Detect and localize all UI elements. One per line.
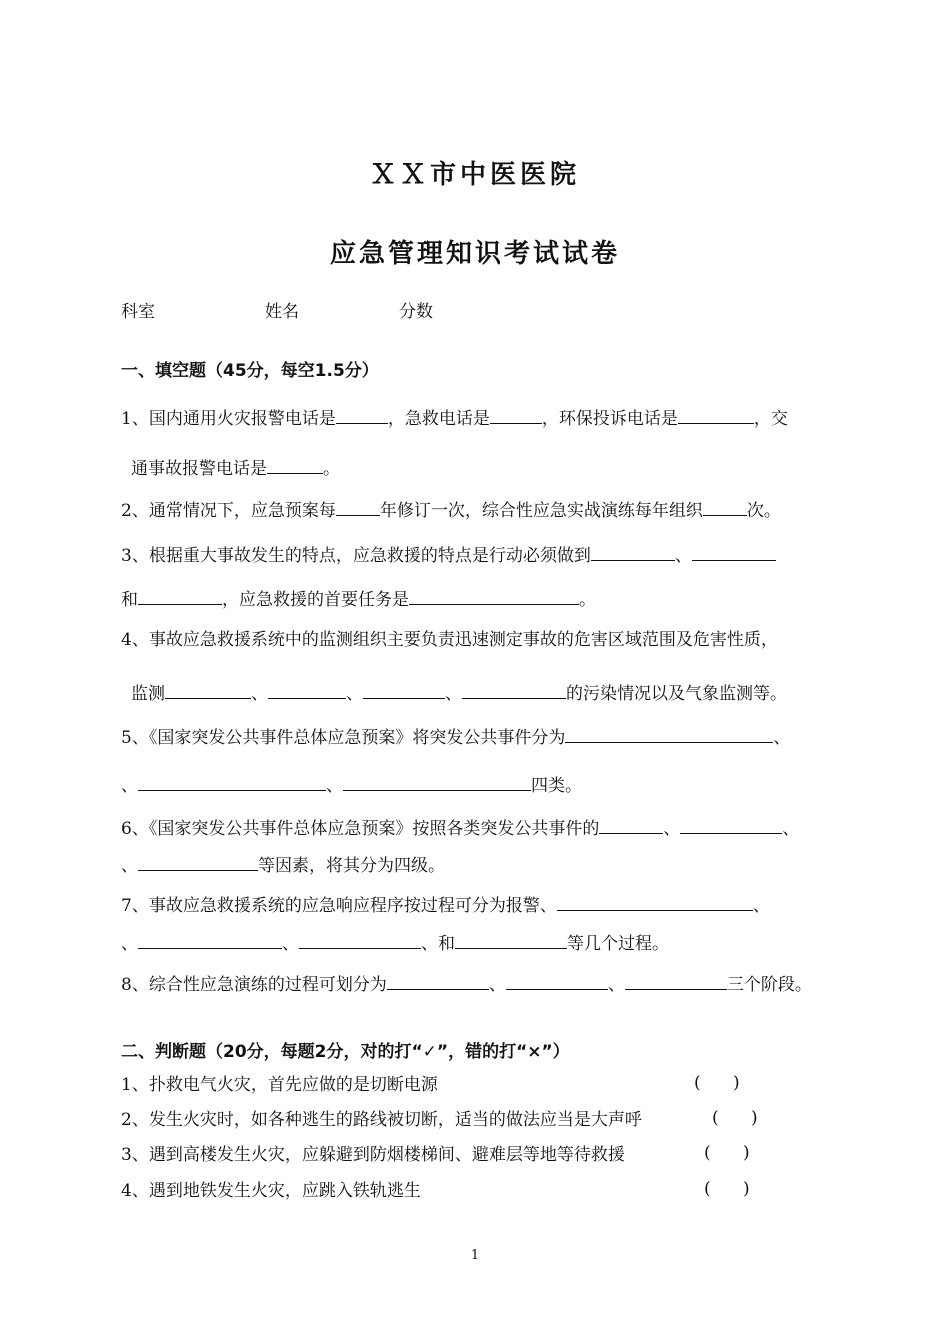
question-8: 8、综合性应急演练的过程可划分为 、 、 三个阶段。 bbox=[121, 971, 812, 997]
question-6-line1: 6、《国家突发公共事件总体应急预案》按照各类突发公共事件的 、 、 bbox=[121, 815, 799, 841]
question-3-line1: 3、根据重大事故发生的特点，应急救援的特点是行动必须做到 、 bbox=[121, 542, 776, 568]
answer-blank[interactable] bbox=[138, 772, 326, 791]
answer-blank[interactable] bbox=[363, 680, 445, 699]
question-7-line2: 、 、 、和 等几个过程。 bbox=[121, 930, 669, 956]
answer-blank[interactable] bbox=[268, 680, 346, 699]
question-1-line1: 1、国内通用火灾报警电话是 ，急救电话是 ，环保投诉电话是 ，交 bbox=[121, 405, 788, 431]
answer-blank[interactable] bbox=[678, 405, 754, 424]
exam-title: 应急管理知识考试试卷 bbox=[329, 239, 620, 269]
score-label: 分数 bbox=[399, 302, 433, 322]
answer-blank[interactable] bbox=[138, 586, 222, 605]
question-1-line2: 通事故报警电话是 。 bbox=[131, 455, 340, 481]
answer-parenthesis[interactable]: ( ) bbox=[694, 1073, 740, 1093]
answer-blank[interactable] bbox=[591, 542, 675, 561]
answer-blank[interactable] bbox=[490, 405, 542, 424]
answer-blank[interactable] bbox=[343, 772, 531, 791]
question-3-line2: 和 ，应急救援的首要任务是 。 bbox=[121, 586, 596, 612]
answer-blank[interactable] bbox=[565, 724, 773, 743]
page-number: 1 bbox=[470, 1248, 480, 1263]
answer-blank[interactable] bbox=[409, 586, 579, 605]
answer-blank[interactable] bbox=[387, 971, 489, 990]
name-label: 姓名 bbox=[265, 302, 299, 322]
judge-item-4: 4、遇到地铁发生火灾，应跳入铁轨逃生 bbox=[121, 1181, 421, 1201]
question-6-line2: 、 等因素，将其分为四级。 bbox=[121, 852, 445, 878]
answer-blank[interactable] bbox=[506, 971, 608, 990]
answer-blank[interactable] bbox=[599, 815, 663, 834]
judge-item-2: 2、发生火灾时，如各种逃生的路线被切断，适当的做法应当是大声呼 bbox=[121, 1110, 642, 1130]
hospital-name: ＸＸ市中医医院 bbox=[369, 160, 580, 190]
question-7-line1: 7、事故应急救援系统的应急响应程序按过程可分为报警、 、 bbox=[121, 892, 770, 918]
answer-parenthesis[interactable]: ( ) bbox=[712, 1108, 758, 1128]
answer-blank[interactable] bbox=[138, 930, 282, 949]
section1-heading: 一、填空题（45分，每空1.5分） bbox=[121, 361, 379, 381]
question-4-line2: 监测 、 、 、 的污染情况以及气象监测等。 bbox=[131, 680, 787, 706]
question-5-line1: 5、《国家突发公共事件总体应急预案》将突发公共事件分为 、 bbox=[121, 724, 790, 750]
answer-parenthesis[interactable]: ( ) bbox=[704, 1143, 750, 1163]
answer-blank[interactable] bbox=[462, 680, 566, 699]
judge-item-3: 3、遇到高楼发生火灾，应躲避到防烟楼梯间、避难层等地等待救援 bbox=[121, 1145, 625, 1165]
answer-blank[interactable] bbox=[336, 497, 380, 516]
question-4-line1: 4、事故应急救援系统中的监测组织主要负责迅速测定事故的危害区域范围及危害性质， bbox=[121, 630, 778, 650]
judge-item-1: 1、扑救电气火灾，首先应做的是切断电源 bbox=[121, 1075, 438, 1095]
department-label: 科室 bbox=[121, 302, 155, 322]
answer-blank[interactable] bbox=[336, 405, 388, 424]
answer-blank[interactable] bbox=[165, 680, 251, 699]
answer-blank[interactable] bbox=[299, 930, 421, 949]
exam-meta-row bbox=[121, 300, 433, 324]
answer-blank[interactable] bbox=[625, 971, 727, 990]
answer-blank[interactable] bbox=[138, 852, 258, 871]
section2-heading: 二、判断题（20分，每题2分，对的打“✓”，错的打“×”） bbox=[121, 1042, 570, 1062]
answer-blank[interactable] bbox=[557, 892, 753, 911]
question-5-line2: 、 、 四类。 bbox=[121, 772, 582, 798]
answer-blank[interactable] bbox=[703, 497, 747, 516]
answer-blank[interactable] bbox=[680, 815, 782, 834]
answer-blank[interactable] bbox=[692, 542, 776, 561]
answer-blank[interactable] bbox=[455, 930, 567, 949]
question-2: 2、通常情况下，应急预案每 年修订一次，综合性应急实战演练每年组织 次。 bbox=[121, 497, 781, 523]
answer-parenthesis[interactable]: ( ) bbox=[704, 1179, 750, 1199]
answer-blank[interactable] bbox=[267, 455, 323, 474]
